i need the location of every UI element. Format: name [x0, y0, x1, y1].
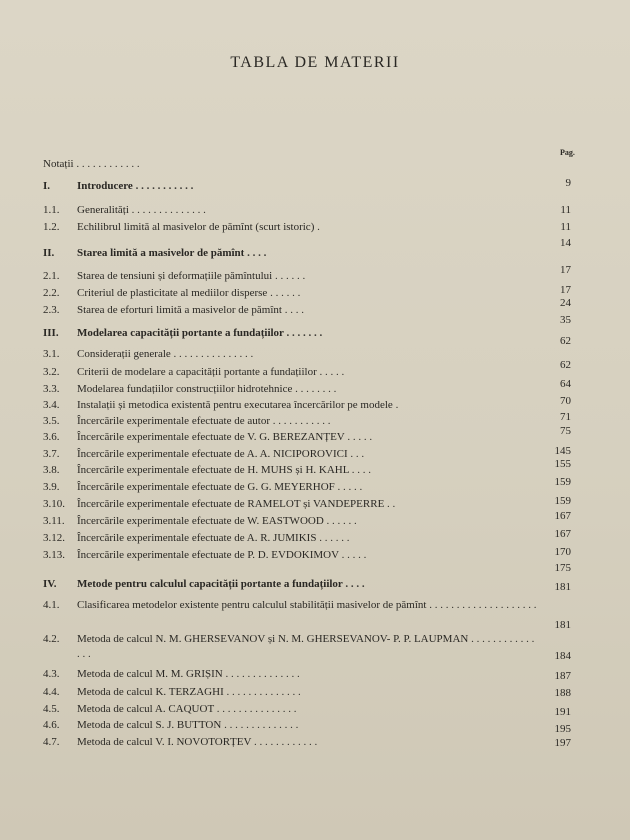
toc-entry-title: Modelarea capacității portante a fundațiilor . . . . . . . [77, 327, 323, 339]
toc-entry-page: 14 [560, 237, 571, 249]
toc-entry-title: Încercările experimentale efectuate de A. A. NICIPOROVICI . . . [77, 448, 365, 460]
toc-entry-title: Încercările experimentale efectuate de W. EASTWOOD . . . . . . [77, 515, 357, 527]
toc-entry-page: 145 [554, 445, 571, 457]
toc-entry-title: Considerații generale . . . . . . . . . . . . . . . [77, 348, 254, 360]
toc-entry-number: IV. [43, 578, 57, 590]
toc-entry-page: 35 [560, 314, 571, 326]
toc-entry-number: 4.7. [43, 736, 60, 748]
toc-entry-title: Introducere . . . . . . . . . . . [77, 180, 194, 192]
toc-entry-page: 64 [560, 378, 571, 390]
toc-entry-title: Starea de eforturi limită a masivelor de pămînt . . . . [77, 304, 304, 316]
toc-entry-page: 62 [560, 335, 571, 347]
toc-entry-title: Starea limită a masivelor de pămînt . . . . [77, 247, 267, 259]
toc-entry-number: 3.4. [43, 399, 60, 411]
toc-entry-number: 3.13. [43, 549, 65, 561]
toc-entry-title: Metoda de calcul M. M. GRIȘIN . . . . . . . . . . . . . . [77, 668, 300, 680]
toc-entry-page: 62 [560, 359, 571, 371]
toc-entry-page: 17 [560, 264, 571, 276]
toc-entry-number: 3.11. [43, 515, 65, 527]
toc-entry-page: 155 [554, 458, 571, 470]
toc-entry-title: Încercările experimentale efectuate de G. G. MEYERHOF . . . . . [77, 481, 363, 493]
page-title: TABLA DE MATERII [230, 54, 400, 71]
toc-entry-number: 1.1. [43, 204, 60, 216]
toc-entry-title: Clasificarea metodelor existente pentru calculul stabilității masivelor de pămînt . . . . . . . . . . . . . . . . . . . . [77, 599, 537, 611]
toc-entry-number: 4.2. [43, 633, 60, 645]
toc-entry-page: 188 [554, 687, 571, 699]
toc-entry-title: Metoda de calcul V. I. NOVOTORȚEV . . . . . . . . . . . . [77, 736, 318, 748]
toc-entry-number: 3.8. [43, 464, 60, 476]
toc-entry-page: 197 [554, 737, 571, 749]
toc-entry-title: Metode pentru calculul capacității portante a fundațiilor . . . . [77, 578, 365, 590]
toc-entry-title: Starea de tensiuni și deformațiile pămîntului . . . . . . [77, 270, 306, 282]
toc-entry-title: Instalații și metodica existentă pentru executarea încercărilor pe modele . [77, 399, 399, 411]
toc-entry-title: Notații . . . . . . . . . . . . [43, 158, 140, 170]
toc-entry-title: Încercările experimentale efectuate de A. R. JUMIKIS . . . . . . [77, 532, 350, 544]
toc-entry-number: 4.1. [43, 599, 60, 611]
toc-entry-title: Generalități . . . . . . . . . . . . . . [77, 204, 206, 216]
toc-entry-title: Încercările experimentale efectuate de autor . . . . . . . . . . . [77, 415, 331, 427]
toc-entry-title: Modelarea fundațiilor construcțiilor hidrotehnice . . . . . . . . [77, 383, 337, 395]
toc-entry-number: 2.3. [43, 304, 60, 316]
toc-entry-page: 159 [554, 476, 571, 488]
toc-entry-number: 2.1. [43, 270, 60, 282]
toc-entry-title: Metoda de calcul A. CAQUOT . . . . . . . . . . . . . . . [77, 703, 297, 715]
toc-entry-page: 167 [554, 528, 571, 540]
toc-entry-number: III. [43, 327, 59, 339]
toc-entry-title: Metoda de calcul S. J. BUTTON . . . . . . . . . . . . . . [77, 719, 299, 731]
toc-entry-number: 3.7. [43, 448, 60, 460]
page-column-label: Pag. [560, 148, 575, 157]
toc-entry-number: 4.3. [43, 668, 60, 680]
toc-entry-number: 3.5. [43, 415, 60, 427]
toc-entry-number: 4.6. [43, 719, 60, 731]
toc-entry-page: 11 [560, 204, 571, 216]
toc-entry-number: 3.3. [43, 383, 60, 395]
toc-entry-title: Metoda de calcul N. M. GHERSEVANOV și N. M. GHERSEVANOV- P. P. LAUPMAN . . . . . . . . . . . . . . . [77, 633, 535, 660]
toc-entry-title: Echilibrul limită al masivelor de pămînt (scurt istoric) . [77, 221, 320, 233]
toc-entry-number: 2.2. [43, 287, 60, 299]
toc-entry-page: 71 [560, 411, 571, 423]
toc-entry-page: 195 [554, 723, 571, 735]
toc-entry-page: 191 [554, 706, 571, 718]
toc-entry-number: 3.9. [43, 481, 60, 493]
toc-entry-title: Încercările experimentale efectuate de P. D. EVDOKIMOV . . . . . [77, 549, 367, 561]
toc-entry-number: I. [43, 180, 51, 192]
toc-entry-title: Criterii de modelare a capacității portante a fundațiilor . . . . . [77, 366, 345, 378]
toc-entry-page: 181 [554, 581, 571, 593]
toc-entry-page: 181 [554, 619, 571, 631]
toc-entry-page: 17 [560, 284, 571, 296]
toc-entry-number: 4.4. [43, 686, 60, 698]
toc-entry-title: Criteriul de plasticitate al mediilor disperse . . . . . . [77, 287, 301, 299]
toc-entry-number: 3.10. [43, 498, 65, 510]
toc-entry-page: 184 [554, 650, 571, 662]
toc-entry-page: 9 [565, 177, 571, 189]
toc-entry-title: Metoda de calcul K. TERZAGHI . . . . . . . . . . . . . . [77, 686, 301, 698]
toc-entry-number: 3.1. [43, 348, 60, 360]
toc-entry-number: 4.5. [43, 703, 60, 715]
toc-entry-number: 3.12. [43, 532, 65, 544]
toc-entry-page: 170 [554, 546, 571, 558]
toc-entry-title: Încercările experimentale efectuate de V. G. BEREZANȚEV . . . . . [77, 431, 373, 443]
toc-entry-number: 3.6. [43, 431, 60, 443]
toc-entry-page: 167 [554, 510, 571, 522]
toc-entry-page: 159 [554, 495, 571, 507]
toc-entry-page: 187 [554, 670, 571, 682]
toc-entry-page: 175 [554, 562, 571, 574]
toc-entry-title: Încercările experimentale efectuate de RAMELOT și VANDEPERRE . . [77, 498, 396, 510]
toc-entry-number: 1.2. [43, 221, 60, 233]
toc-entry-page: 75 [560, 425, 571, 437]
toc-entry-title: Încercările experimentale efectuate de H. MUHS și H. KAHL . . . . [77, 464, 372, 476]
toc-entry-page: 24 [560, 297, 571, 309]
toc-entry-page: 11 [560, 221, 571, 233]
toc-entry-page: 70 [560, 395, 571, 407]
toc-entry-number: II. [43, 247, 55, 259]
toc-entry-number: 3.2. [43, 366, 60, 378]
